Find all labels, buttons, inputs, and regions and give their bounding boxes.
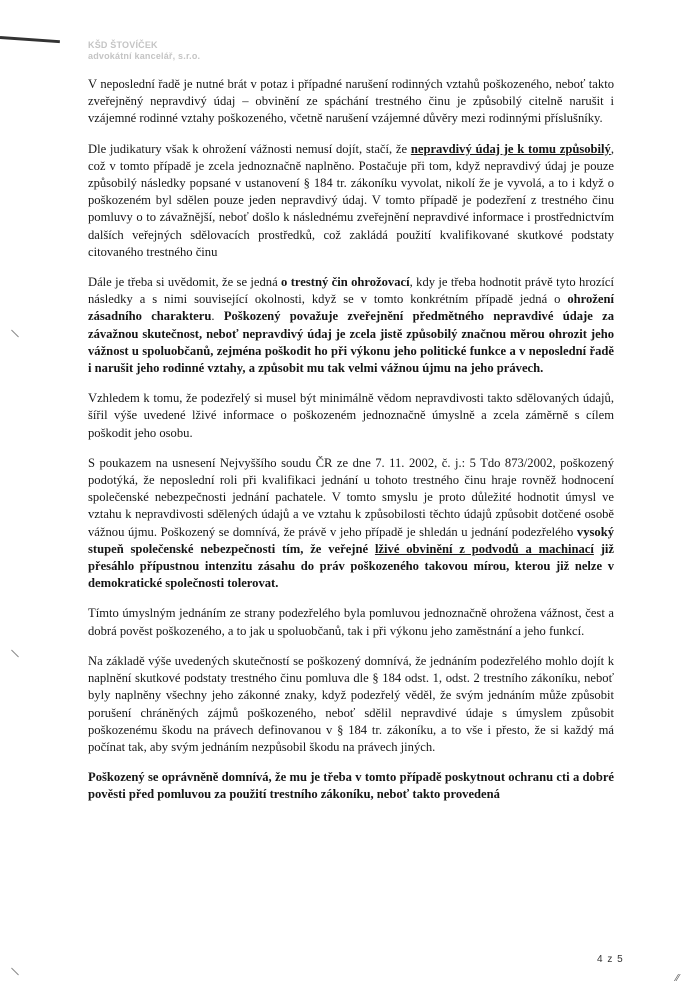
paragraph-5 [88,455,614,593]
paragraph-8 [88,769,614,803]
paragraph-3 [88,274,614,377]
letterhead [88,40,200,62]
scan-artifact-line [0,36,60,43]
paragraph-8-bold: Poškozený se oprávněně domnívá, že mu je třeba v tomto případě poskytnout ochranu cti a dobré pověsti před pomluvou za použití trestního zákoníku, neboť takto provedená [88,770,614,802]
paragraph-3-text-c: , kdy je třeba hodnotit právě tyto hrozící následky a s nimi související okolnosti, když se v tomto konkrétním případě jedná o [88,275,615,307]
letterhead-firm: KŠD ŠTOVÍČEK [88,40,158,50]
paragraph-2-emphasis: nepravdivý údaj je k tomu způsobilý [410,141,611,156]
corner-handwritten-mark: ⁄⁄ [676,973,680,984]
paragraph-2-text-c: , což v tomto případě je zcela jednoznačně naplněno. Postačuje při tom, když nepravdivý údaj je pouze způsobilý následky popsané v ustanovení § 184 tr. zákoníku vyvolat, nikolí že je vyvolá, a to i když o poškozeném byl sdělen pouze jeden nepravdivý údaj. V tomto případě je podezření z trestného činu pomluvy o to závažnější, neboť došlo k následnému zveřejnění nepravdivé informace i prostřednictvím dalších veřejných sdělovacích prostředků, což zakládá použití kvalifikované skutkové podstaty citovaného trestného činu [88,141,614,259]
paragraph-3-bold-d: ohrožení zásadního charakteru [88,292,614,324]
paragraph-5-bold-d: již přesáhlo přípustnou intenzitu zásahu do práv poškozeného takovou mírou, kterou již nelze v demokratické společnosti tolerovat. [88,541,614,591]
paragraph-5-bold-b: vysoký stupeň společenské nebezpečnosti tím, že veřejné [88,524,614,556]
paragraph-1: V neposlední řadě je nutné brát v potaz i případné narušení rodinných vztahů poškozeného, neboť takto zveřejněný nepravdivý údaj – obvinění ze spáchání trestného činu je způsobilý citelně narušit i vzájemné rodinné vztahy poškozeného, včetně narušení vzájemné důvěry mezi rodinnými příslušníky. [88,77,614,126]
paragraph-3-bold-b: o trestný čin ohrožovací [281,275,410,290]
margin-tick-mark [11,650,19,658]
margin-tick-mark [11,330,19,338]
paragraph-6: Tímto úmyslným jednáním ze strany podezřelého byla pomluvou jednoznačně ohrožena vážnost, čest a dobrá pověst poškozeného, a to jak u spoluobčanů, tak i při výkonu jeho zaměstnání a jeho funkcí. [88,606,614,638]
paragraph-4: Vzhledem k tomu, že podezřelý si musel být minimálně vědom nepravdivosti takto sdělovaných údajů, šířil výše uvedené lživé informace o poškozeném jednoznačně úmyslně a zcela záměrně s cílem poškodit jeho osobu. [88,391,614,440]
paragraph-5-text-a: S poukazem na usnesení Nejvyššího soudu ČR ze dne 7. 11. 2002, č. j.: 5 Tdo 873/2002, poškozený podotýká, že neposlední roli při kvalifikaci jednání u tohoto trestného činu hraje rovněž hodnocení společenské nebezpečnosti jednání pachatele. V tomto smyslu je proto důležité hodnotit úmysl ve vztahu k nepravdivosti sdělených údajů a ve vztahu k způsobilosti těchto údajů způsobit dotčené osobě vážnou újmu. Poškozený se domnívá, že právě v jeho případě je shledán u jednání podezřelého [88,455,614,539]
paragraph-3-text-a: Dále je třeba si uvědomit, že se jedná [88,275,282,290]
paragraph-5-emphasis: lživé obvinění z podvodů a machinací [374,541,594,556]
paragraph-2-text-a: Dle judikatury však k ohrožení vážnosti nemusí dojít, stačí, že [88,141,411,156]
letterhead-subtitle: advokátní kancelář, s.r.o. [88,51,201,61]
margin-tick-mark [11,968,19,976]
paragraph-7: Na základě výše uvedených skutečností se poškozený domnívá, že jednáním podezřelého mohlo dojít k naplnění skutkové podstaty trestného činu pomluva dle § 184 odst. 1, odst. 2 trestního zákoníku, neboť byly naplněny všechny jeho zákonné znaky, když podezřelý věděl, že svým jednáním může způsobit porušení chráněných zájmů poškozeného, neboť sdělil nepravdivé údaje s úmyslem způsobit poškozenému škodu na právech definovanou v § 184 tr. zákoníku, a to vše i přesto, že si každý má počínat tak, aby svým jednáním nezpůsobil škodu na právech jiných. [88,653,614,754]
document-body [88,76,614,817]
paragraph-3-text-e: . [211,309,224,324]
page-number: 4 z 5 [597,954,624,965]
paragraph-2 [88,141,614,261]
paragraph-3-bold-f: Poškozený považuje zveřejnění předmětného nepravdivé údaje za závažnou skutečnost, neboť nepravdivý údaj je zcela jistě způsobilý značnou měrou ohrozit jeho vážnost u spoluobčanů, zejména poškodit ho při výkonu jeho politické funkce a v neposlední řadě i narušit jeho rodinné vztahy, a způsobit mu tak velmi vážnou újmu na jeho právech. [88,309,614,376]
